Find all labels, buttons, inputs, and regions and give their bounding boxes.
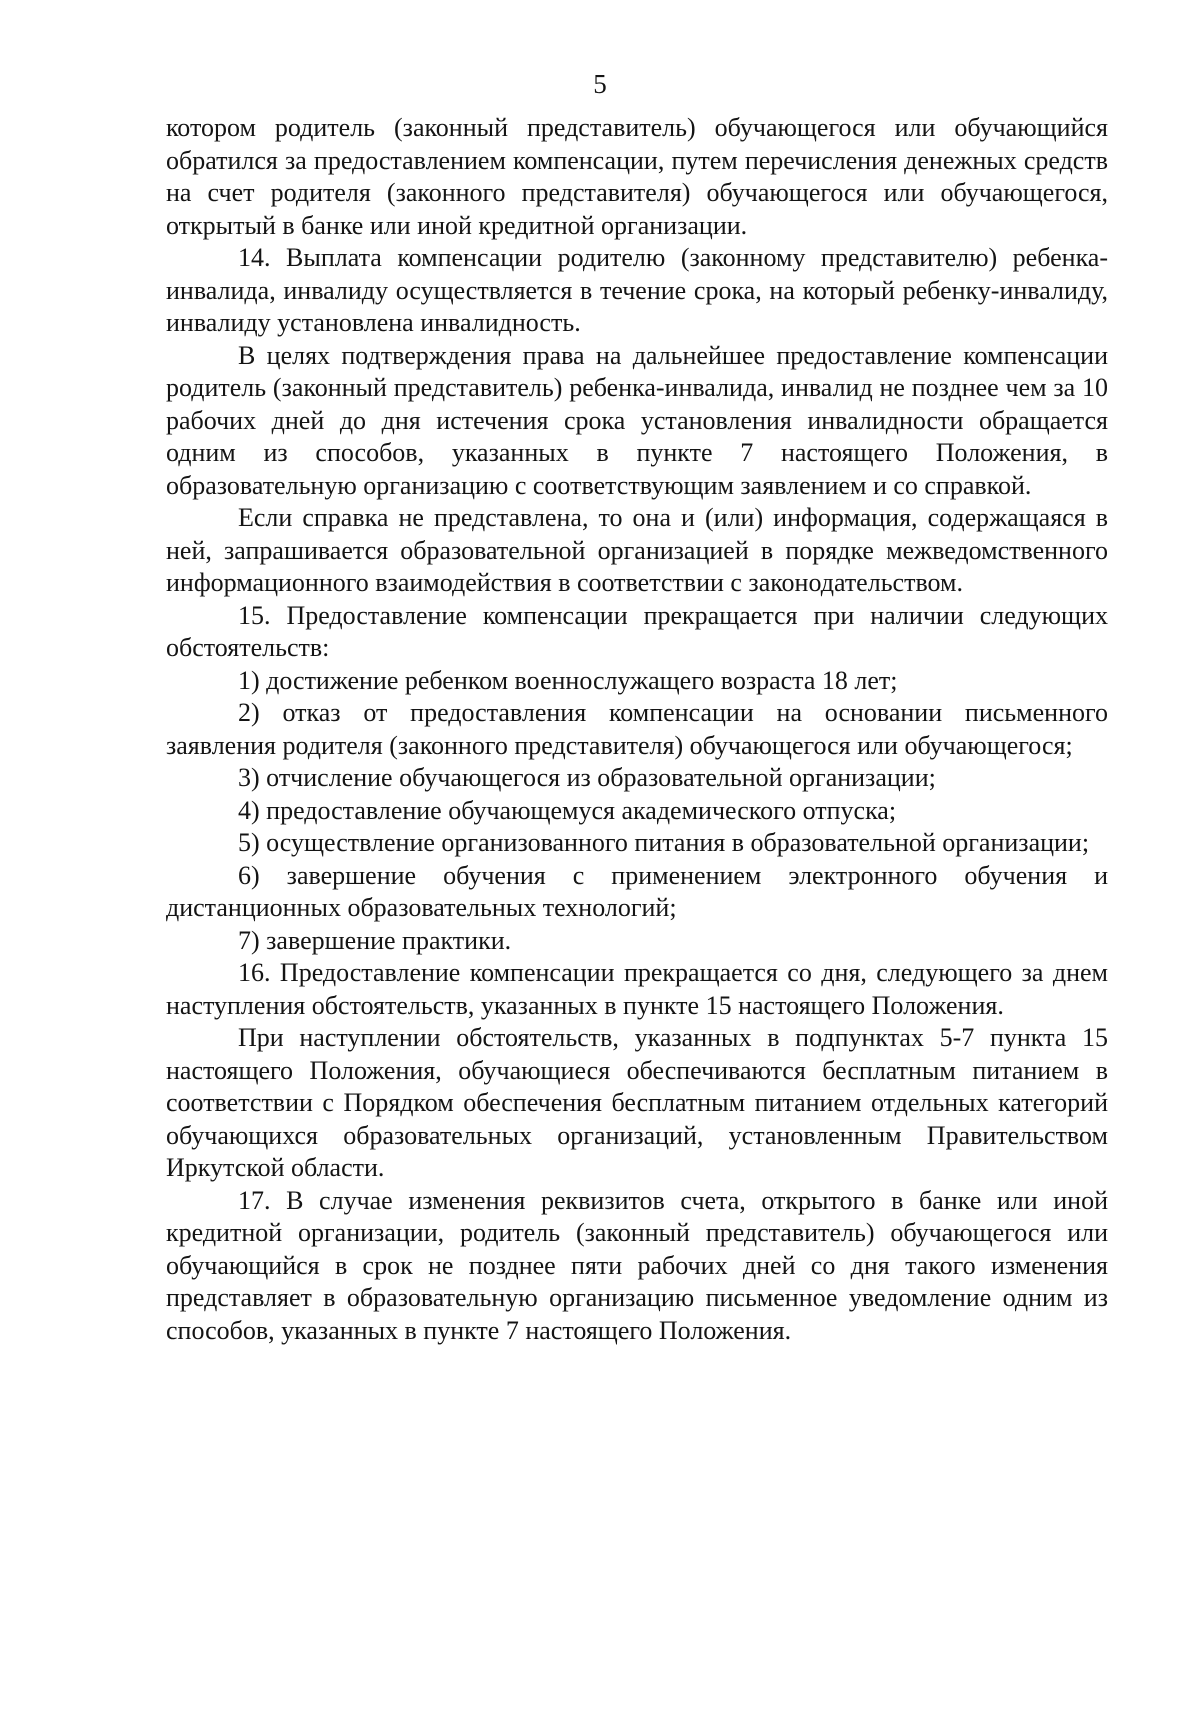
list-item-15-7: 7) завершение практики.: [238, 925, 512, 955]
document-body: [166, 112, 1108, 1347]
paragraph-item-16: 16. Предоставление компенсации прекращается со дня, следующего за днем наступления обстоятельств, указанных в пункте 15 настоящего Положения.: [166, 958, 1108, 1020]
list-item-15-5: 5) осуществление организованного питания в образовательной организации;: [238, 828, 1090, 857]
paragraph-item-14-confirmation: В целях подтверждения права на дальнейшее предоставление компенсации родитель (законный представитель) ребенка-инвалида, инвалид не позднее чем за 10 рабочих дней до дня истечения срока установления инвалидности обращается одним из способов, указанных в пункте 7 настоящего Положения, в образовательную организацию с соответствующим заявлением и со справкой.: [166, 340, 1108, 500]
list-item-15-6: 6) завершение обучения с применением электронного обучения и дистанционных образовательных технологий;: [166, 860, 1108, 922]
paragraph-continuation: котором родитель (законный представитель) обучающегося или обучающийся обратился за предоставлением компенсации, путем перечисления денежных средств на счет родителя (законного представителя) обучающегося или обучающегося, открытый в банке или иной кредитной организации.: [166, 113, 1108, 240]
list-item-15-2: 2) отказ от предоставления компенсации на основании письменного заявления родителя (законного представителя) обучающегося или обучающегося;: [166, 698, 1108, 760]
paragraph-item-15: 15. Предоставление компенсации прекращается при наличии следующих обстоятельств:: [166, 600, 1108, 662]
list-item-15-1: 1) достижение ребенком военнослужащего возраста 18 лет;: [238, 665, 898, 695]
page-number: 5: [593, 69, 607, 99]
paragraph-item-14: 14. Выплата компенсации родителю (законному представителю) ребенка-инвалида, инвалиду осуществляется в течение срока, на который ребенку-инвалиду, инвалиду установлена инвалидность.: [166, 243, 1108, 337]
paragraph-item-16-free-meals: При наступлении обстоятельств, указанных в подпунктах 5-7 пункта 15 настоящего Положения, обучающиеся обеспечиваются бесплатным питанием в соответствии с Порядком обеспечения бесплатным питанием отдельных категорий обучающихся образовательных организаций, установленным Правительством Иркутской области.: [166, 1023, 1108, 1182]
list-item-15-3: 3) отчисление обучающегося из образовательной организации;: [238, 763, 936, 792]
paragraph-item-17: 17. В случае изменения реквизитов счета, открытого в банке или иной кредитной организации, родитель (законный представитель) обучающегося или обучающийся в срок не позднее пяти рабочих дней со дня такого изменения представляет в образовательную организацию письменное уведомление одним из способов, указанных в пункте 7 настоящего Положения.: [166, 1185, 1108, 1345]
list-item-15-4: 4) предоставление обучающемуся академического отпуска;: [238, 795, 897, 825]
paragraph-item-14-certificate-request: Если справка не представлена, то она и (или) информация, содержащаяся в ней, запрашивается образовательной организацией в порядке межведомственного информационного взаимодействия в соответствии с законодательством.: [166, 503, 1108, 597]
